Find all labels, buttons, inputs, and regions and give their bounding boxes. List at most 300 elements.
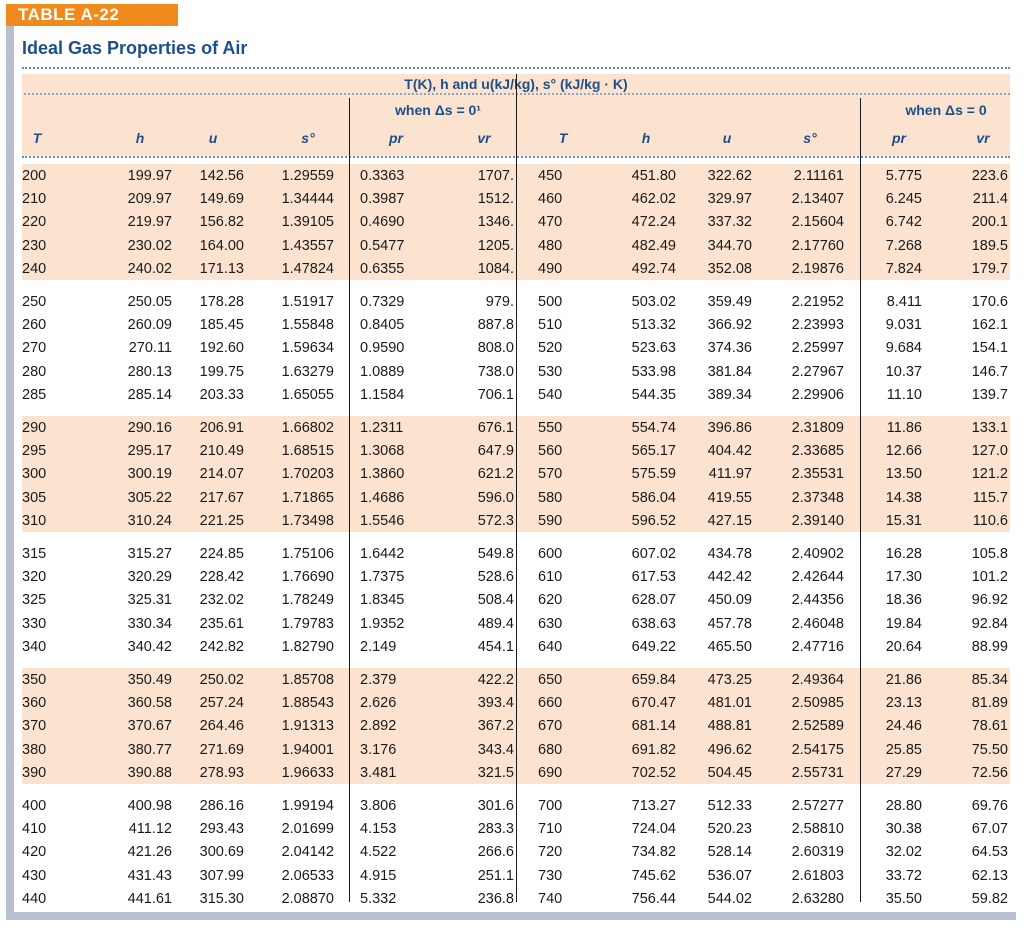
- table-cell: 389.34: [707, 386, 752, 403]
- pr-col-header: pr: [389, 130, 403, 146]
- table-cell: 457.78: [707, 615, 752, 632]
- table-cell: 179.7: [971, 260, 1008, 277]
- table-cell: 24.46: [885, 718, 922, 735]
- table-cell: 690: [538, 764, 563, 781]
- table-cell: 329.97: [707, 191, 752, 208]
- table-cell: 702.52: [631, 764, 676, 781]
- table-cell: 2.17760: [791, 237, 844, 254]
- table-cell: 2.50985: [791, 695, 844, 712]
- table-cell: 454.1: [477, 638, 514, 655]
- divider-center: [516, 74, 517, 902]
- table-cell: 110.6: [972, 512, 1008, 529]
- table-cell: 3.481: [360, 764, 397, 781]
- table-cell: 18.36: [885, 592, 922, 609]
- table-cell: 492.74: [631, 260, 676, 277]
- table-cell: 350.49: [127, 672, 172, 688]
- table-cell: 450: [538, 168, 563, 184]
- table-cell: 1.47824: [281, 260, 334, 277]
- table-cell: 2.13407: [791, 191, 844, 208]
- table-cell: 251.1: [477, 867, 514, 884]
- table-cell: 670: [538, 718, 563, 735]
- table-cell: 330: [22, 615, 47, 632]
- table-cell: 380: [22, 741, 47, 758]
- table-cell: 1.70203: [281, 466, 334, 483]
- table-cell: 0.9590: [360, 340, 405, 357]
- table-cell: 264.46: [199, 718, 244, 735]
- table-cell: 460: [538, 191, 563, 208]
- table-cell: 1.34444: [281, 191, 334, 208]
- table-cell: 887.8: [477, 317, 514, 334]
- table-cell: 374.36: [707, 340, 752, 357]
- table-cell: 1.7375: [360, 569, 405, 586]
- table-cell: 2.29906: [791, 386, 844, 403]
- table-cell: 473.25: [707, 672, 752, 688]
- table-cell: 2.54175: [791, 741, 844, 758]
- table-cell: 390.88: [127, 764, 172, 781]
- table-cell: 295: [22, 443, 47, 460]
- divider-right: [860, 98, 861, 902]
- table-cell: 0.7329: [360, 294, 405, 310]
- table-cell: 27.29: [885, 764, 922, 781]
- table-cell: 171.13: [199, 260, 244, 277]
- table-cell: 59.82: [971, 890, 1008, 907]
- table-cell: 72.56: [971, 764, 1008, 781]
- table-cell: 1.3860: [360, 466, 405, 483]
- table-label: TABLE A-22: [6, 4, 178, 26]
- table-cell: 211.4: [972, 191, 1008, 208]
- table-cell: 286.16: [199, 798, 244, 814]
- vr2-col-header: vr: [976, 130, 990, 146]
- table-cell: 33.72: [885, 867, 922, 884]
- table-cell: 540: [538, 386, 563, 403]
- table-cell: 434.78: [707, 546, 752, 562]
- table-cell: 979.: [485, 294, 514, 310]
- table-cell: 30.38: [885, 821, 922, 838]
- table-cell: 271.69: [199, 741, 244, 758]
- table-cell: 322.62: [707, 168, 752, 184]
- u2-col-header: u: [722, 130, 732, 146]
- table-cell: 503.02: [631, 294, 676, 310]
- table-cell: 1.51917: [281, 294, 334, 310]
- table-cell: 221.25: [199, 512, 244, 529]
- units-label: T(K), h and u(kJ/kg), s° (kJ/kg · K): [404, 76, 628, 92]
- table-cell: 1.29559: [281, 168, 334, 184]
- table-cell: 528.6: [477, 569, 514, 586]
- table-cell: 270: [22, 340, 47, 357]
- table-cell: 300: [22, 466, 47, 483]
- table-cell: 470: [538, 214, 563, 231]
- table-cell: 411.12: [128, 821, 172, 838]
- table-cell: 528.14: [707, 844, 752, 861]
- table-cell: 19.84: [885, 615, 922, 632]
- table-cell: 280.13: [127, 363, 172, 380]
- table-cell: 420: [22, 844, 47, 861]
- table-cell: 307.99: [199, 867, 244, 884]
- table-cell: 8.411: [886, 294, 922, 310]
- table-cell: 17.30: [885, 569, 922, 586]
- table-cell: 808.0: [477, 340, 514, 357]
- table-cell: 2.21952: [791, 294, 844, 310]
- table-cell: 1.96633: [281, 764, 334, 781]
- table-cell: 156.82: [199, 214, 244, 231]
- table-cell: 621.2: [477, 466, 514, 483]
- table-cell: 508.4: [477, 592, 514, 609]
- table-cell: 462.02: [631, 191, 676, 208]
- h2-col-header: h: [641, 130, 651, 146]
- table-cell: 533.98: [631, 363, 676, 380]
- table-cell: 250.05: [127, 294, 172, 310]
- table-cell: 500: [538, 294, 563, 310]
- table-cell: 278.93: [199, 764, 244, 781]
- table-cell: 400: [22, 798, 47, 814]
- table-cell: 283.3: [477, 821, 514, 838]
- table-cell: 2.40902: [791, 546, 844, 562]
- table-cell: 596.52: [631, 512, 676, 529]
- table-cell: 206.91: [199, 420, 244, 436]
- table-cell: 565.17: [631, 443, 676, 460]
- table-cell: 209.97: [127, 191, 172, 208]
- table-cell: 580: [538, 489, 563, 506]
- table-cell: 139.7: [971, 386, 1008, 403]
- table-cell: 659.84: [631, 672, 676, 688]
- table-cell: 321.5: [477, 764, 514, 781]
- table-cell: 620: [538, 592, 563, 609]
- table-cell: 325: [22, 592, 47, 609]
- table-cell: 1.6442: [360, 546, 405, 562]
- table-cell: 92.84: [971, 615, 1008, 632]
- table-cell: 628.07: [631, 592, 676, 609]
- table-cell: 236.8: [477, 890, 514, 907]
- table-cell: 32.02: [885, 844, 922, 861]
- table-cell: 481.01: [707, 695, 752, 712]
- table-cell: 189.5: [971, 237, 1008, 254]
- table-cell: 16.28: [885, 546, 922, 562]
- table-cell: 115.7: [972, 489, 1008, 506]
- table-cell: 440: [22, 890, 47, 907]
- table-cell: 2.06533: [281, 867, 334, 884]
- table-cell: 88.99: [971, 638, 1008, 655]
- table-cell: 1.88543: [281, 695, 334, 712]
- table-cell: 2.25997: [791, 340, 844, 357]
- table-cell: 96.92: [971, 592, 1008, 609]
- table-cell: 1.59634: [281, 340, 334, 357]
- table-cell: 146.7: [971, 363, 1008, 380]
- table-cell: 23.13: [885, 695, 922, 712]
- table-cell: 2.892: [360, 718, 397, 735]
- table-cell: 660: [538, 695, 563, 712]
- table-cell: 489.4: [477, 615, 514, 632]
- table-cell: 400.98: [127, 798, 172, 814]
- table-cell: 154.1: [971, 340, 1008, 357]
- table-cell: 380.77: [127, 741, 172, 758]
- table-cell: 210: [22, 191, 47, 208]
- table-cell: 2.61803: [791, 867, 844, 884]
- table-cell: 301.6: [477, 798, 514, 814]
- table-cell: 2.52589: [791, 718, 844, 735]
- table-cell: 285: [22, 386, 47, 403]
- table-cell: 290.16: [127, 420, 172, 436]
- table-cell: 35.50: [885, 890, 922, 907]
- table-cell: 370.67: [127, 718, 172, 735]
- table-cell: 1.2311: [360, 420, 404, 436]
- table-cell: 1205.: [477, 237, 514, 254]
- table-cell: 681.14: [631, 718, 676, 735]
- table-cell: 450.09: [707, 592, 752, 609]
- table-cell: 230.02: [127, 237, 172, 254]
- table-cell: 9.684: [885, 340, 922, 357]
- table-cell: 4.153: [360, 821, 397, 838]
- table-cell: 586.04: [631, 489, 676, 506]
- bottom-border-bar: [6, 912, 1016, 920]
- table-cell: 1.43557: [281, 237, 334, 254]
- table-cell: 396.86: [707, 420, 752, 436]
- table-cell: 366.92: [707, 317, 752, 334]
- table-cell: 11.86: [886, 420, 922, 436]
- table-cell: 320: [22, 569, 47, 586]
- table-cell: 490: [538, 260, 563, 277]
- table-cell: 230: [22, 237, 47, 254]
- table-cell: 419.55: [707, 489, 752, 506]
- table-cell: 670.47: [631, 695, 676, 712]
- table-cell: 1084.: [477, 260, 514, 277]
- table-cell: 422.2: [477, 672, 514, 688]
- table-cell: 441.61: [127, 890, 172, 907]
- table-cell: 133.1: [971, 420, 1008, 436]
- table-cell: 5.775: [885, 168, 922, 184]
- table-cell: 266.6: [477, 844, 514, 861]
- table-cell: 290: [22, 420, 47, 436]
- table-cell: 1.99194: [281, 798, 334, 814]
- table-cell: 421.26: [127, 844, 172, 861]
- table-cell: 340.42: [127, 638, 172, 655]
- t-col-header: T: [32, 130, 42, 146]
- table-cell: 149.69: [199, 191, 244, 208]
- table-cell: 0.4690: [360, 214, 405, 231]
- header-rule-1: [24, 93, 1010, 95]
- table-cell: 20.64: [885, 638, 922, 655]
- table-cell: 504.45: [707, 764, 752, 781]
- h-col-header: h: [135, 130, 145, 146]
- table-cell: 11.10: [886, 386, 922, 403]
- table-cell: 2.47716: [791, 638, 844, 655]
- table-cell: 649.22: [631, 638, 676, 655]
- table-cell: 738.0: [477, 363, 514, 380]
- table-cell: 2.27967: [791, 363, 844, 380]
- table-cell: 431.43: [127, 867, 172, 884]
- table-cell: 550: [538, 420, 563, 436]
- table-cell: 0.3987: [360, 191, 405, 208]
- table-cell: 199.75: [199, 363, 244, 380]
- table-cell: 257.24: [199, 695, 244, 712]
- table-cell: 427.15: [707, 512, 752, 529]
- table-cell: 142.56: [199, 168, 244, 184]
- table-cell: 330.34: [127, 615, 172, 632]
- table-cell: 442.42: [707, 569, 752, 586]
- table-cell: 706.1: [477, 386, 514, 403]
- table-cell: 4.915: [360, 867, 397, 884]
- table-cell: 223.6: [971, 168, 1008, 184]
- table-cell: 310.24: [127, 512, 172, 529]
- table-cell: 1.5546: [360, 512, 405, 529]
- u-col-header: u: [208, 130, 218, 146]
- table-cell: 2.46048: [791, 615, 844, 632]
- table-cell: 2.149: [360, 638, 397, 655]
- table-cell: 337.32: [707, 214, 752, 231]
- table-title: Ideal Gas Properties of Air: [22, 38, 248, 58]
- s-col-header: s°: [301, 130, 315, 146]
- table-cell: 1.3068: [360, 443, 405, 460]
- table-cell: 472.24: [631, 214, 676, 231]
- table-cell: 7.268: [885, 237, 922, 254]
- table-cell: 210.49: [199, 443, 244, 460]
- table-cell: 6.245: [885, 191, 922, 208]
- table-cell: 496.62: [707, 741, 752, 758]
- table-cell: 300.69: [199, 844, 244, 861]
- table-cell: 700: [538, 798, 563, 814]
- s2-col-header: s°: [803, 130, 817, 146]
- table-cell: 1512.: [477, 191, 514, 208]
- table-cell: 510: [538, 317, 563, 334]
- table-cell: 1707.: [477, 168, 514, 184]
- table-cell: 617.53: [631, 569, 676, 586]
- table-cell: 6.742: [885, 214, 922, 231]
- vr-col-header: vr: [477, 130, 491, 146]
- table-cell: 0.8405: [360, 317, 405, 334]
- table-cell: 240.02: [127, 260, 172, 277]
- table-cell: 536.07: [707, 867, 752, 884]
- table-cell: 250: [22, 294, 47, 310]
- table-cell: 14.38: [885, 489, 922, 506]
- table-cell: 2.57277: [791, 798, 844, 814]
- table-cell: 305.22: [127, 489, 172, 506]
- table-cell: 224.85: [199, 546, 244, 562]
- table-cell: 85.34: [971, 672, 1008, 688]
- table-cell: 75.50: [971, 741, 1008, 758]
- table-cell: 2.379: [360, 672, 397, 688]
- table-cell: 411.97: [708, 466, 752, 483]
- table-cell: 228.42: [199, 569, 244, 586]
- table-cell: 2.58810: [791, 821, 844, 838]
- table-cell: 1.75106: [281, 546, 334, 562]
- table-cell: 217.67: [199, 489, 244, 506]
- table-cell: 1.39105: [281, 214, 334, 231]
- table-cell: 575.59: [631, 466, 676, 483]
- table-cell: 352.08: [707, 260, 752, 277]
- table-cell: 360.58: [127, 695, 172, 712]
- table-cell: 1.9352: [360, 615, 405, 632]
- table-cell: 1.63279: [281, 363, 334, 380]
- table-cell: 647.9: [477, 443, 514, 460]
- table-cell: 9.031: [885, 317, 922, 334]
- table-cell: 81.89: [971, 695, 1008, 712]
- table-cell: 62.13: [971, 867, 1008, 884]
- table-cell: 105.8: [971, 546, 1008, 562]
- table-cell: 2.42644: [791, 569, 844, 586]
- table-cell: 240: [22, 260, 47, 277]
- table-cell: 560: [538, 443, 563, 460]
- table-cell: 713.27: [631, 798, 676, 814]
- table-cell: 367.2: [477, 718, 514, 735]
- table-cell: 285.14: [127, 386, 172, 403]
- table-cell: 10.37: [885, 363, 922, 380]
- table-cell: 2.31809: [791, 420, 844, 436]
- table-cell: 2.01699: [281, 821, 334, 838]
- table-cell: 3.806: [360, 798, 397, 814]
- table-cell: 600: [538, 546, 563, 562]
- table-cell: 1.94001: [281, 741, 334, 758]
- table-cell: 520: [538, 340, 563, 357]
- table-cell: 2.35531: [791, 466, 844, 483]
- table-cell: 192.60: [199, 340, 244, 357]
- table-cell: 178.28: [199, 294, 244, 310]
- table-cell: 242.82: [199, 638, 244, 655]
- table-cell: 250.02: [199, 672, 244, 688]
- table-cell: 720: [538, 844, 563, 861]
- table-cell: 1.68515: [281, 443, 334, 460]
- table-cell: 121.2: [971, 466, 1008, 483]
- table-cell: 170.6: [971, 294, 1008, 310]
- table-cell: 340: [22, 638, 47, 655]
- table-cell: 0.3363: [360, 168, 405, 184]
- table-cell: 300.19: [127, 466, 172, 483]
- table-cell: 310: [22, 512, 47, 529]
- table-cell: 315: [22, 546, 47, 562]
- table-cell: 691.82: [631, 741, 676, 758]
- table-cell: 724.04: [631, 821, 676, 838]
- table-cell: 78.61: [971, 718, 1008, 735]
- table-cell: 200: [22, 168, 47, 184]
- table-cell: 676.1: [477, 420, 514, 436]
- table-cell: 640: [538, 638, 563, 655]
- table-cell: 596.0: [477, 489, 514, 506]
- table-cell: 220: [22, 214, 47, 231]
- table-cell: 2.55731: [791, 764, 844, 781]
- table-cell: 15.31: [885, 512, 922, 529]
- table-cell: 482.49: [631, 237, 676, 254]
- table-cell: 480: [538, 237, 563, 254]
- table-cell: 1.78249: [281, 592, 334, 609]
- table-cell: 0.6355: [360, 260, 405, 277]
- table-cell: 734.82: [631, 844, 676, 861]
- table-cell: 2.11161: [793, 168, 844, 184]
- table-cell: 185.45: [199, 317, 244, 334]
- table-cell: 232.02: [199, 592, 244, 609]
- table-cell: 756.44: [631, 890, 676, 907]
- table-cell: 2.33685: [791, 443, 844, 460]
- table-cell: 2.49364: [791, 672, 844, 688]
- table-cell: 2.37348: [791, 489, 844, 506]
- table-cell: 1.85708: [281, 672, 334, 688]
- table-cell: 64.53: [971, 844, 1008, 861]
- table-cell: 607.02: [631, 546, 676, 562]
- table-cell: 325.31: [127, 592, 172, 609]
- table-cell: 410: [22, 821, 47, 838]
- when-label-right: when Δs = 0: [905, 102, 987, 118]
- table-cell: 1.71865: [281, 489, 334, 506]
- table-cell: 12.66: [885, 443, 922, 460]
- table-cell: 28.80: [885, 798, 922, 814]
- table-cell: 67.07: [971, 821, 1008, 838]
- table-cell: 549.8: [477, 546, 514, 562]
- pr2-col-header: pr: [892, 130, 906, 146]
- table-cell: 214.07: [199, 466, 244, 483]
- table-cell: 2.44356: [791, 592, 844, 609]
- table-cell: 343.4: [477, 741, 514, 758]
- table-cell: 1.79783: [281, 615, 334, 632]
- table-cell: 164.00: [199, 237, 244, 254]
- table-cell: 5.332: [360, 890, 397, 907]
- table-cell: 25.85: [885, 741, 922, 758]
